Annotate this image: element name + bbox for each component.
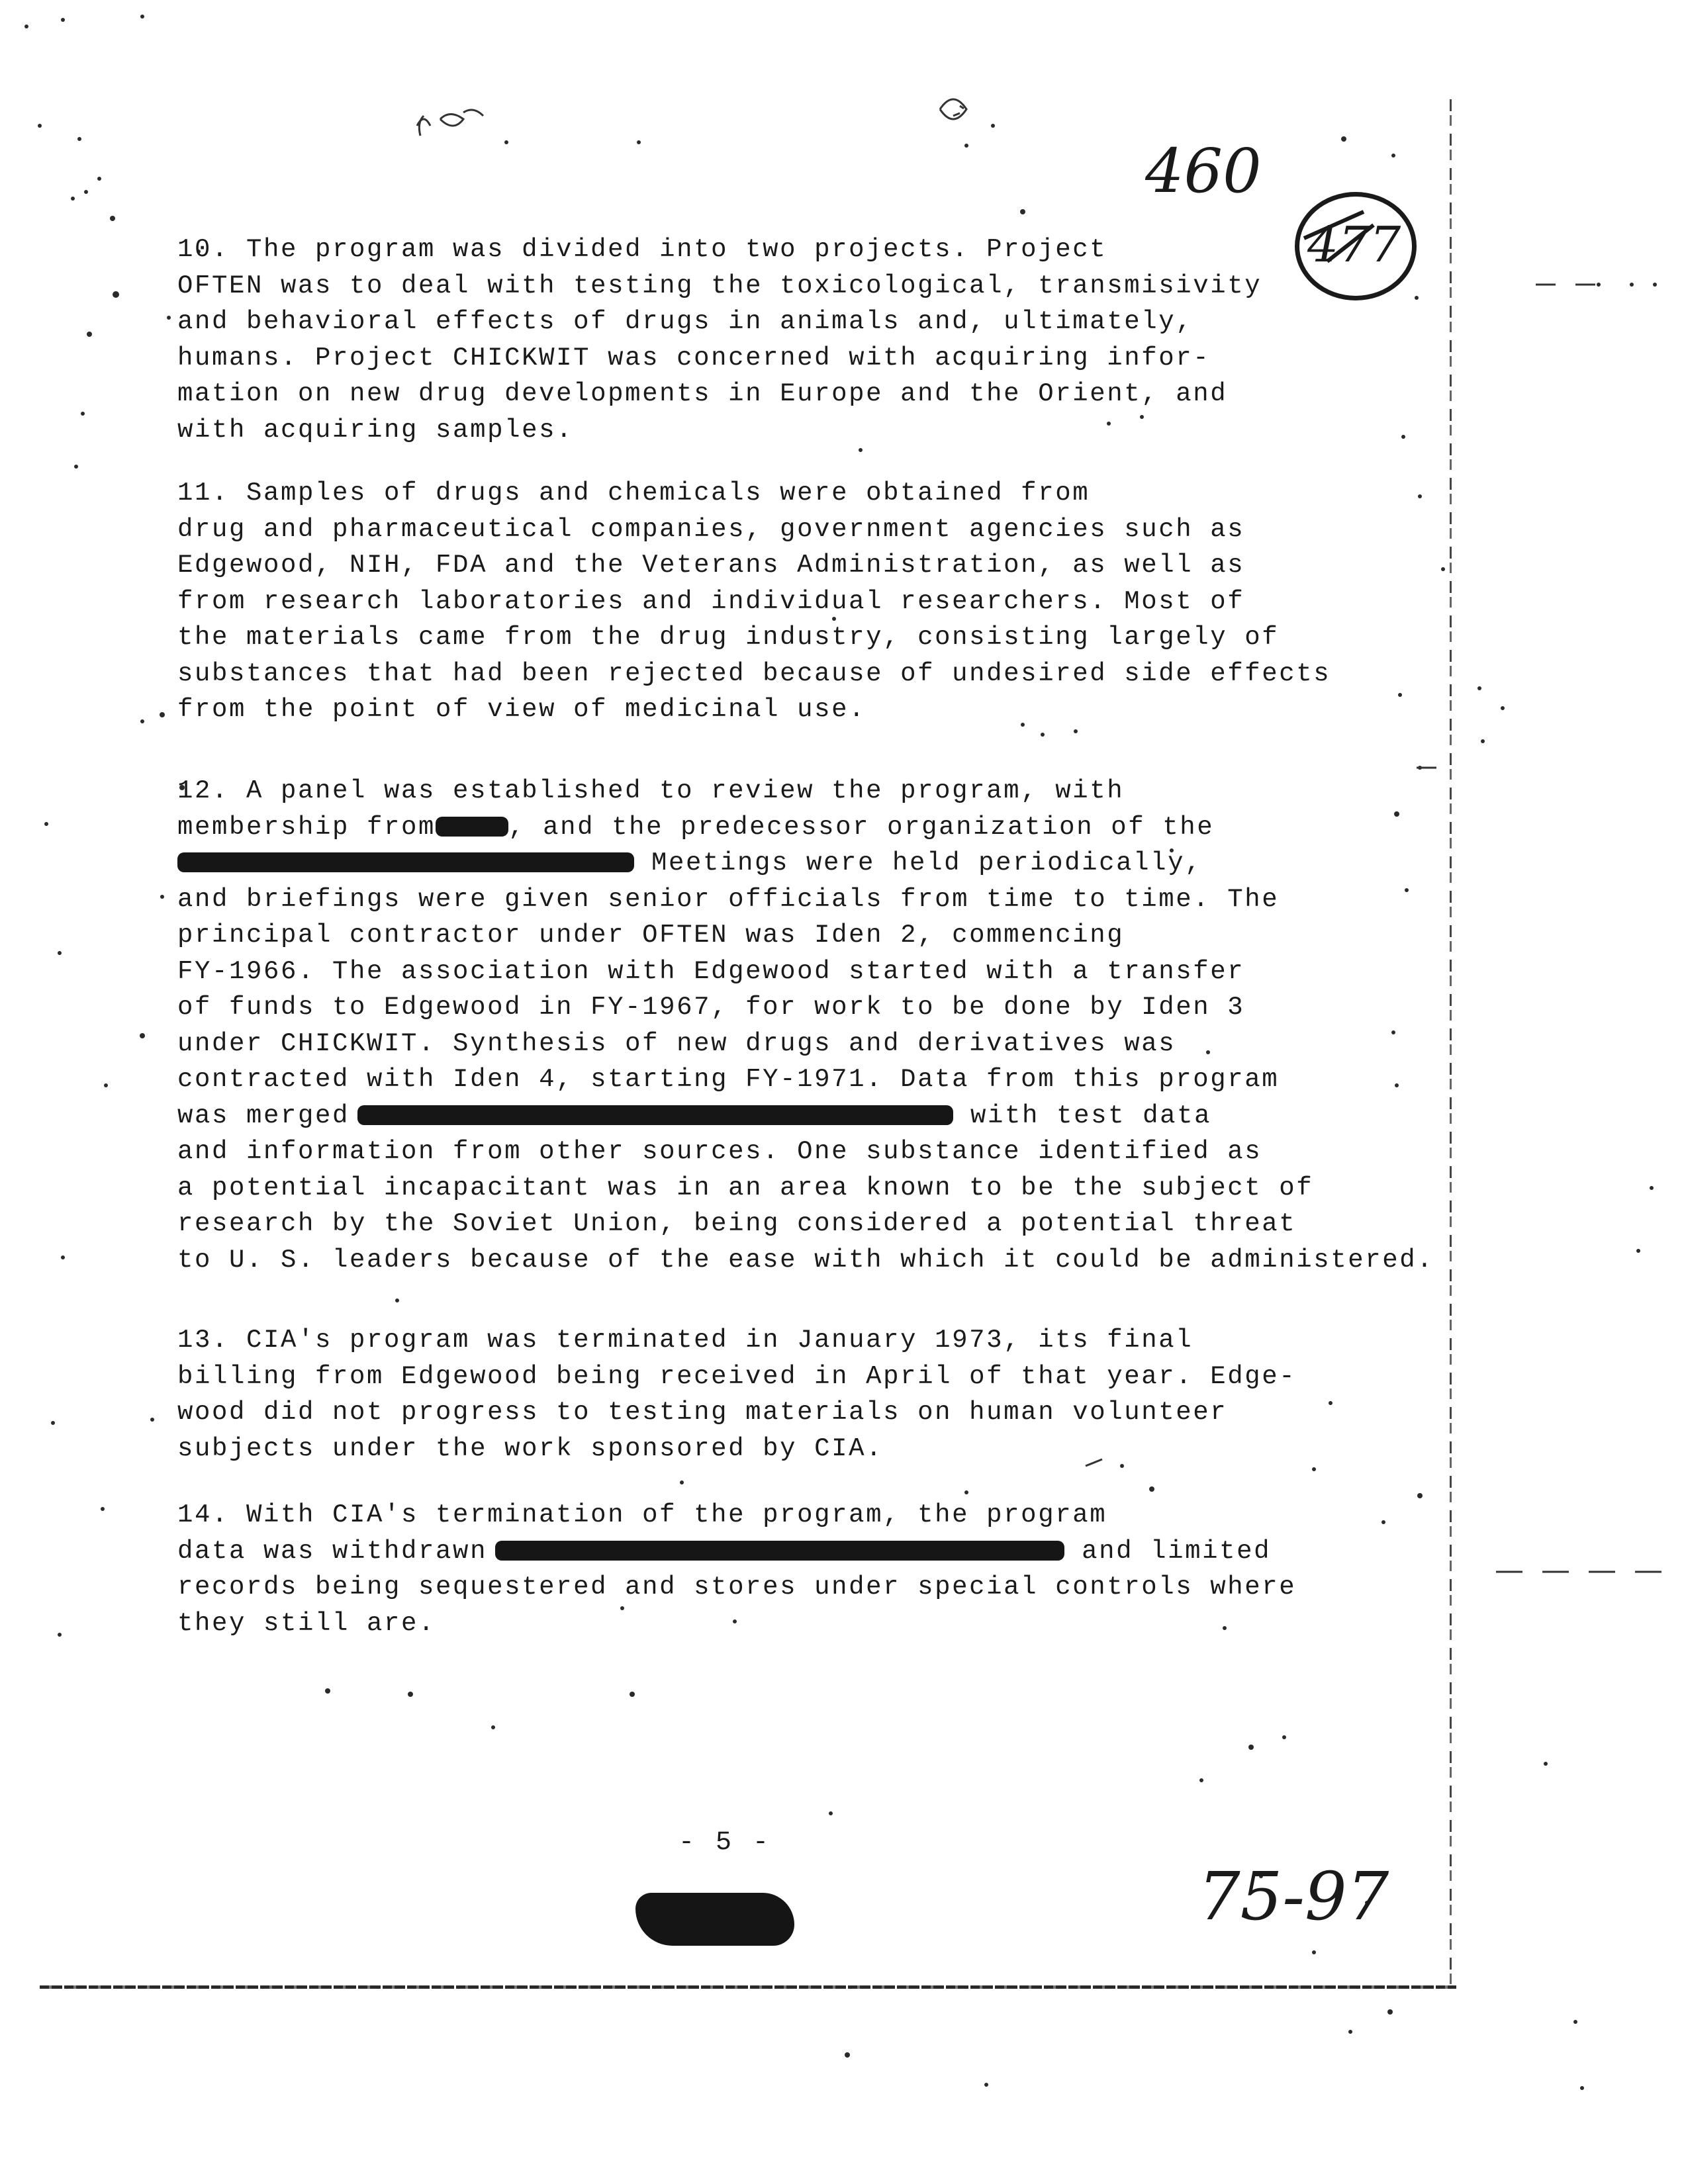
- svg-text:477: 477: [1307, 216, 1401, 273]
- text-line: 11. Samples of drugs and chemicals were obtained from: [177, 478, 1090, 508]
- text-line: principal contractor under OFTEN was Iden 2, commencing: [177, 921, 1125, 950]
- margin-rule: [1450, 99, 1452, 1985]
- text-line: OFTEN was to deal with testing the toxicological, transmisivity: [177, 271, 1262, 300]
- text-line: 10. The program was divided into two projects. Project: [177, 235, 1107, 264]
- text-line: from research laboratories and individual researchers. Most of: [177, 586, 1245, 616]
- paragraph-12: [177, 773, 1434, 1278]
- paragraph-10: [177, 232, 1369, 448]
- text-line: the materials came from the drug industry, consisting largely of: [177, 623, 1280, 652]
- bottom-rule: [40, 1985, 1456, 1989]
- redacted-stamp: [635, 1893, 794, 1946]
- text-line: with acquiring samples.: [177, 415, 574, 445]
- text-line: research by the Soviet Union, being considered a potential threat: [177, 1209, 1297, 1238]
- text-line: records being sequestered and stores under special controls where: [177, 1572, 1297, 1602]
- text-line: under CHICKWIT. Synthesis of new drugs and derivatives was: [177, 1028, 1176, 1058]
- text-fragment: with test data: [953, 1101, 1212, 1130]
- text-line: 12. A panel was established to review the program, with: [177, 776, 1125, 805]
- text-line: subjects under the work sponsored by CIA.: [177, 1433, 884, 1463]
- handwritten-code: [1192, 1846, 1430, 1946]
- text-fragment: and limited: [1064, 1536, 1272, 1566]
- text-fragment: membership from: [177, 812, 436, 842]
- paragraph-14: [177, 1497, 1369, 1641]
- text-line: to U. S. leaders because of the ease with which it could be administered.: [177, 1245, 1434, 1275]
- page-number: - 5 -: [678, 1828, 772, 1858]
- svg-text:75-97: 75-97: [1198, 1858, 1389, 1935]
- text-line: drug and pharmaceutical companies, government agencies such as: [177, 514, 1245, 544]
- handwritten-page-number: [1145, 129, 1271, 215]
- paragraph-13: [177, 1322, 1369, 1467]
- text-line: [177, 1098, 1369, 1134]
- text-line: humans. Project CHICKWIT was concerned with acquiring infor-: [177, 343, 1211, 373]
- text-line: FY-1966. The association with Edgewood started with a transfer: [177, 956, 1245, 986]
- text-line: and briefings were given senior officials from time to time. The: [177, 884, 1280, 914]
- text-fragment: was merged: [177, 1101, 350, 1130]
- text-line: [177, 809, 1369, 846]
- text-fragment: Meetings were held periodically,: [634, 848, 1203, 878]
- text-line: substances that had been rejected because of undesired side effects: [177, 659, 1331, 688]
- redaction-bar: [436, 817, 508, 837]
- text-line: billing from Edgewood being received in April of that year. Edge-: [177, 1361, 1297, 1391]
- text-line: and information from other sources. One substance identified as: [177, 1137, 1262, 1166]
- paragraph-11: [177, 475, 1369, 728]
- text-line: they still are.: [177, 1608, 436, 1638]
- text-line: wood did not progress to testing materials on human volunteer: [177, 1398, 1228, 1427]
- text-line: from the point of view of medicinal use.: [177, 695, 866, 724]
- text-line: a potential incapacitant was in an area known to be the subject of: [177, 1173, 1314, 1203]
- text-line: [177, 1533, 1369, 1570]
- redaction-bar: [177, 852, 634, 872]
- text-line: Edgewood, NIH, FDA and the Veterans Administration, as well as: [177, 551, 1245, 580]
- text-line: contracted with Iden 4, starting FY-1971. Data from this program: [177, 1065, 1280, 1094]
- text-line: mation on new drug developments in Europe and the Orient, and: [177, 379, 1228, 408]
- redaction-bar: [357, 1105, 953, 1125]
- text-line: [177, 845, 1369, 882]
- text-line: 14. With CIA's termination of the program, the program: [177, 1500, 1107, 1529]
- text-line: and behavioral effects of drugs in animals and, ultimately,: [177, 307, 1193, 336]
- text-line: of funds to Edgewood in FY-1967, for work to be done by Iden 3: [177, 993, 1245, 1022]
- redaction-bar: [495, 1541, 1064, 1561]
- text-fragment: , and the predecessor organization of the: [508, 812, 1215, 842]
- svg-text:460: 460: [1145, 136, 1262, 206]
- text-fragment: data was withdrawn: [177, 1536, 488, 1566]
- text-line: 13. CIA's program was terminated in January 1973, its final: [177, 1326, 1193, 1355]
